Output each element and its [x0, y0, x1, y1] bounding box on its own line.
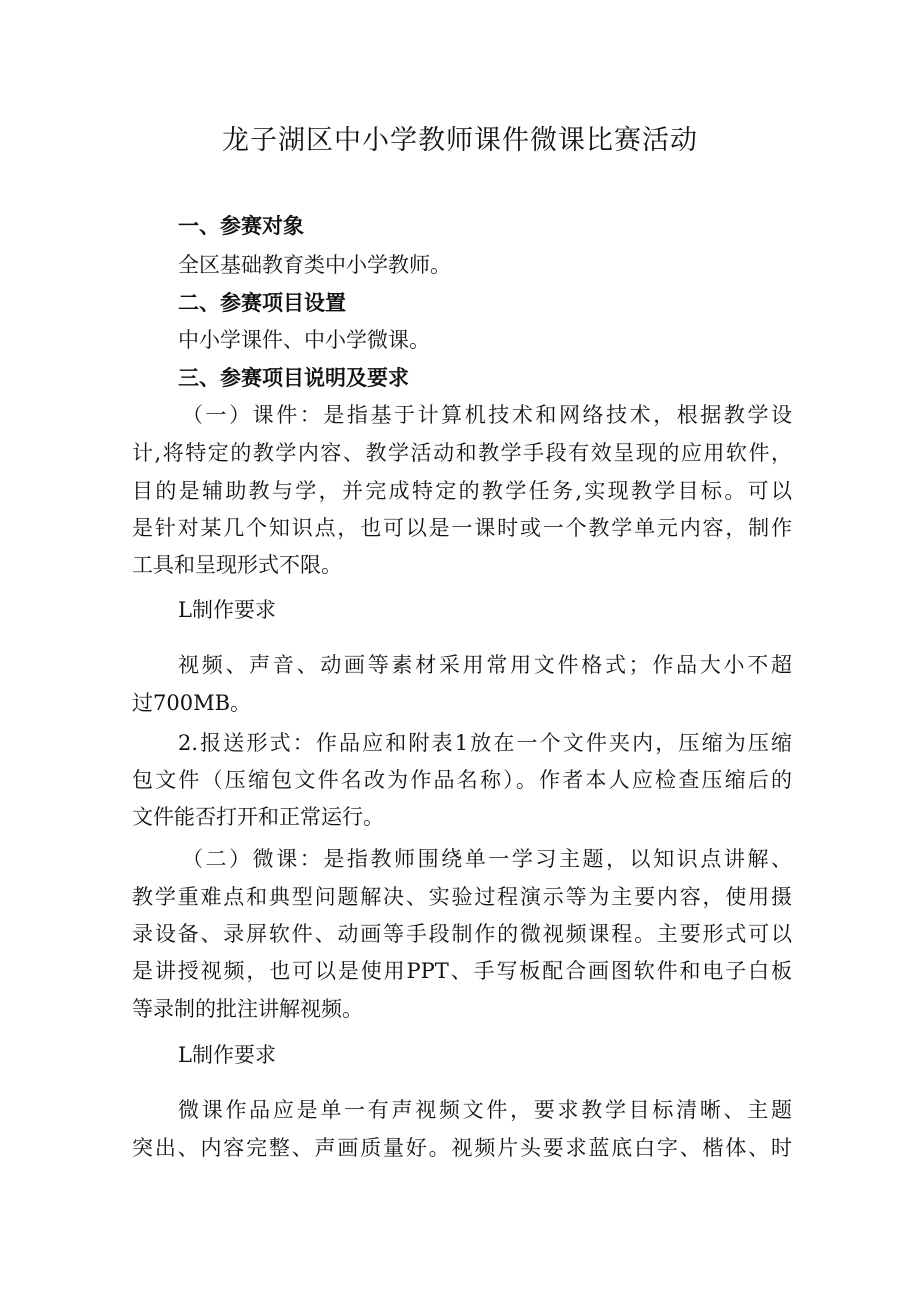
microlesson-paragraph-line: 是讲授视频，也可以是使用PPT、手写板配合画图软件和电子白板 — [132, 959, 792, 983]
courseware-requirements-line: 过700MB。 — [132, 691, 252, 715]
courseware-paragraph-line: 计,将特定的教学内容、教学活动和教学手段有效呈现的应用软件， — [132, 441, 792, 465]
microlesson-requirements-heading: L制作要求 — [178, 1043, 276, 1067]
courseware-requirements-heading: L制作要求 — [178, 598, 276, 622]
section2-text: 中小学课件、中小学微课。 — [178, 328, 430, 352]
section1-heading: 一、参赛对象 — [178, 213, 304, 238]
courseware-submission-line: 文件能否打开和正常运行。 — [132, 805, 384, 829]
courseware-paragraph-line: 是针对某几个知识点，也可以是一课时或一个教学单元内容，制作 — [132, 516, 792, 540]
courseware-submission-line: 包文件（压缩包文件名改为作品名称）。作者本人应检查压缩后的 — [132, 768, 792, 792]
section1-text: 全区基础教育类中小学教师。 — [178, 253, 451, 277]
courseware-requirements-line: 视频、声音、动画等素材采用常用文件格式；作品大小不超 — [178, 653, 792, 677]
microlesson-paragraph-line: 教学重难点和典型问题解决、实验过程演示等为主要内容，使用摄 — [132, 885, 792, 909]
microlesson-paragraph-line: 录设备、录屏软件、动画等手段制作的微视频课程。主要形式可以 — [132, 922, 792, 946]
microlesson-paragraph-line: （二）微课：是指教师围绕单一学习主题，以知识点讲解、 — [182, 847, 792, 871]
microlesson-requirements-line: 突出、内容完整、声画质量好。视频片头要求蓝底白字、楷体、时 — [132, 1136, 792, 1160]
microlesson-paragraph-line: 等录制的批注讲解视频。 — [132, 997, 363, 1021]
courseware-paragraph-line: 工具和呈现形式不限。 — [132, 553, 342, 577]
courseware-paragraph-line: 目的是辅助教与学，并完成特定的教学任务,实现教学目标。可以 — [132, 479, 792, 503]
section2-heading: 二、参赛项目设置 — [178, 290, 346, 315]
microlesson-requirements-line: 微课作品应是单一有声视频文件，要求教学目标清晰、主题 — [178, 1098, 792, 1122]
section3-heading: 三、参赛项目说明及要求 — [178, 365, 409, 390]
document-title: 龙子湖区中小学教师课件微课比赛活动 — [222, 125, 698, 156]
courseware-submission-line: 2.报送形式：作品应和附表1放在一个文件夹内，压缩为压缩 — [178, 731, 792, 755]
courseware-paragraph-line: （一）课件：是指基于计算机技术和网络技术，根据教学设 — [182, 403, 792, 427]
